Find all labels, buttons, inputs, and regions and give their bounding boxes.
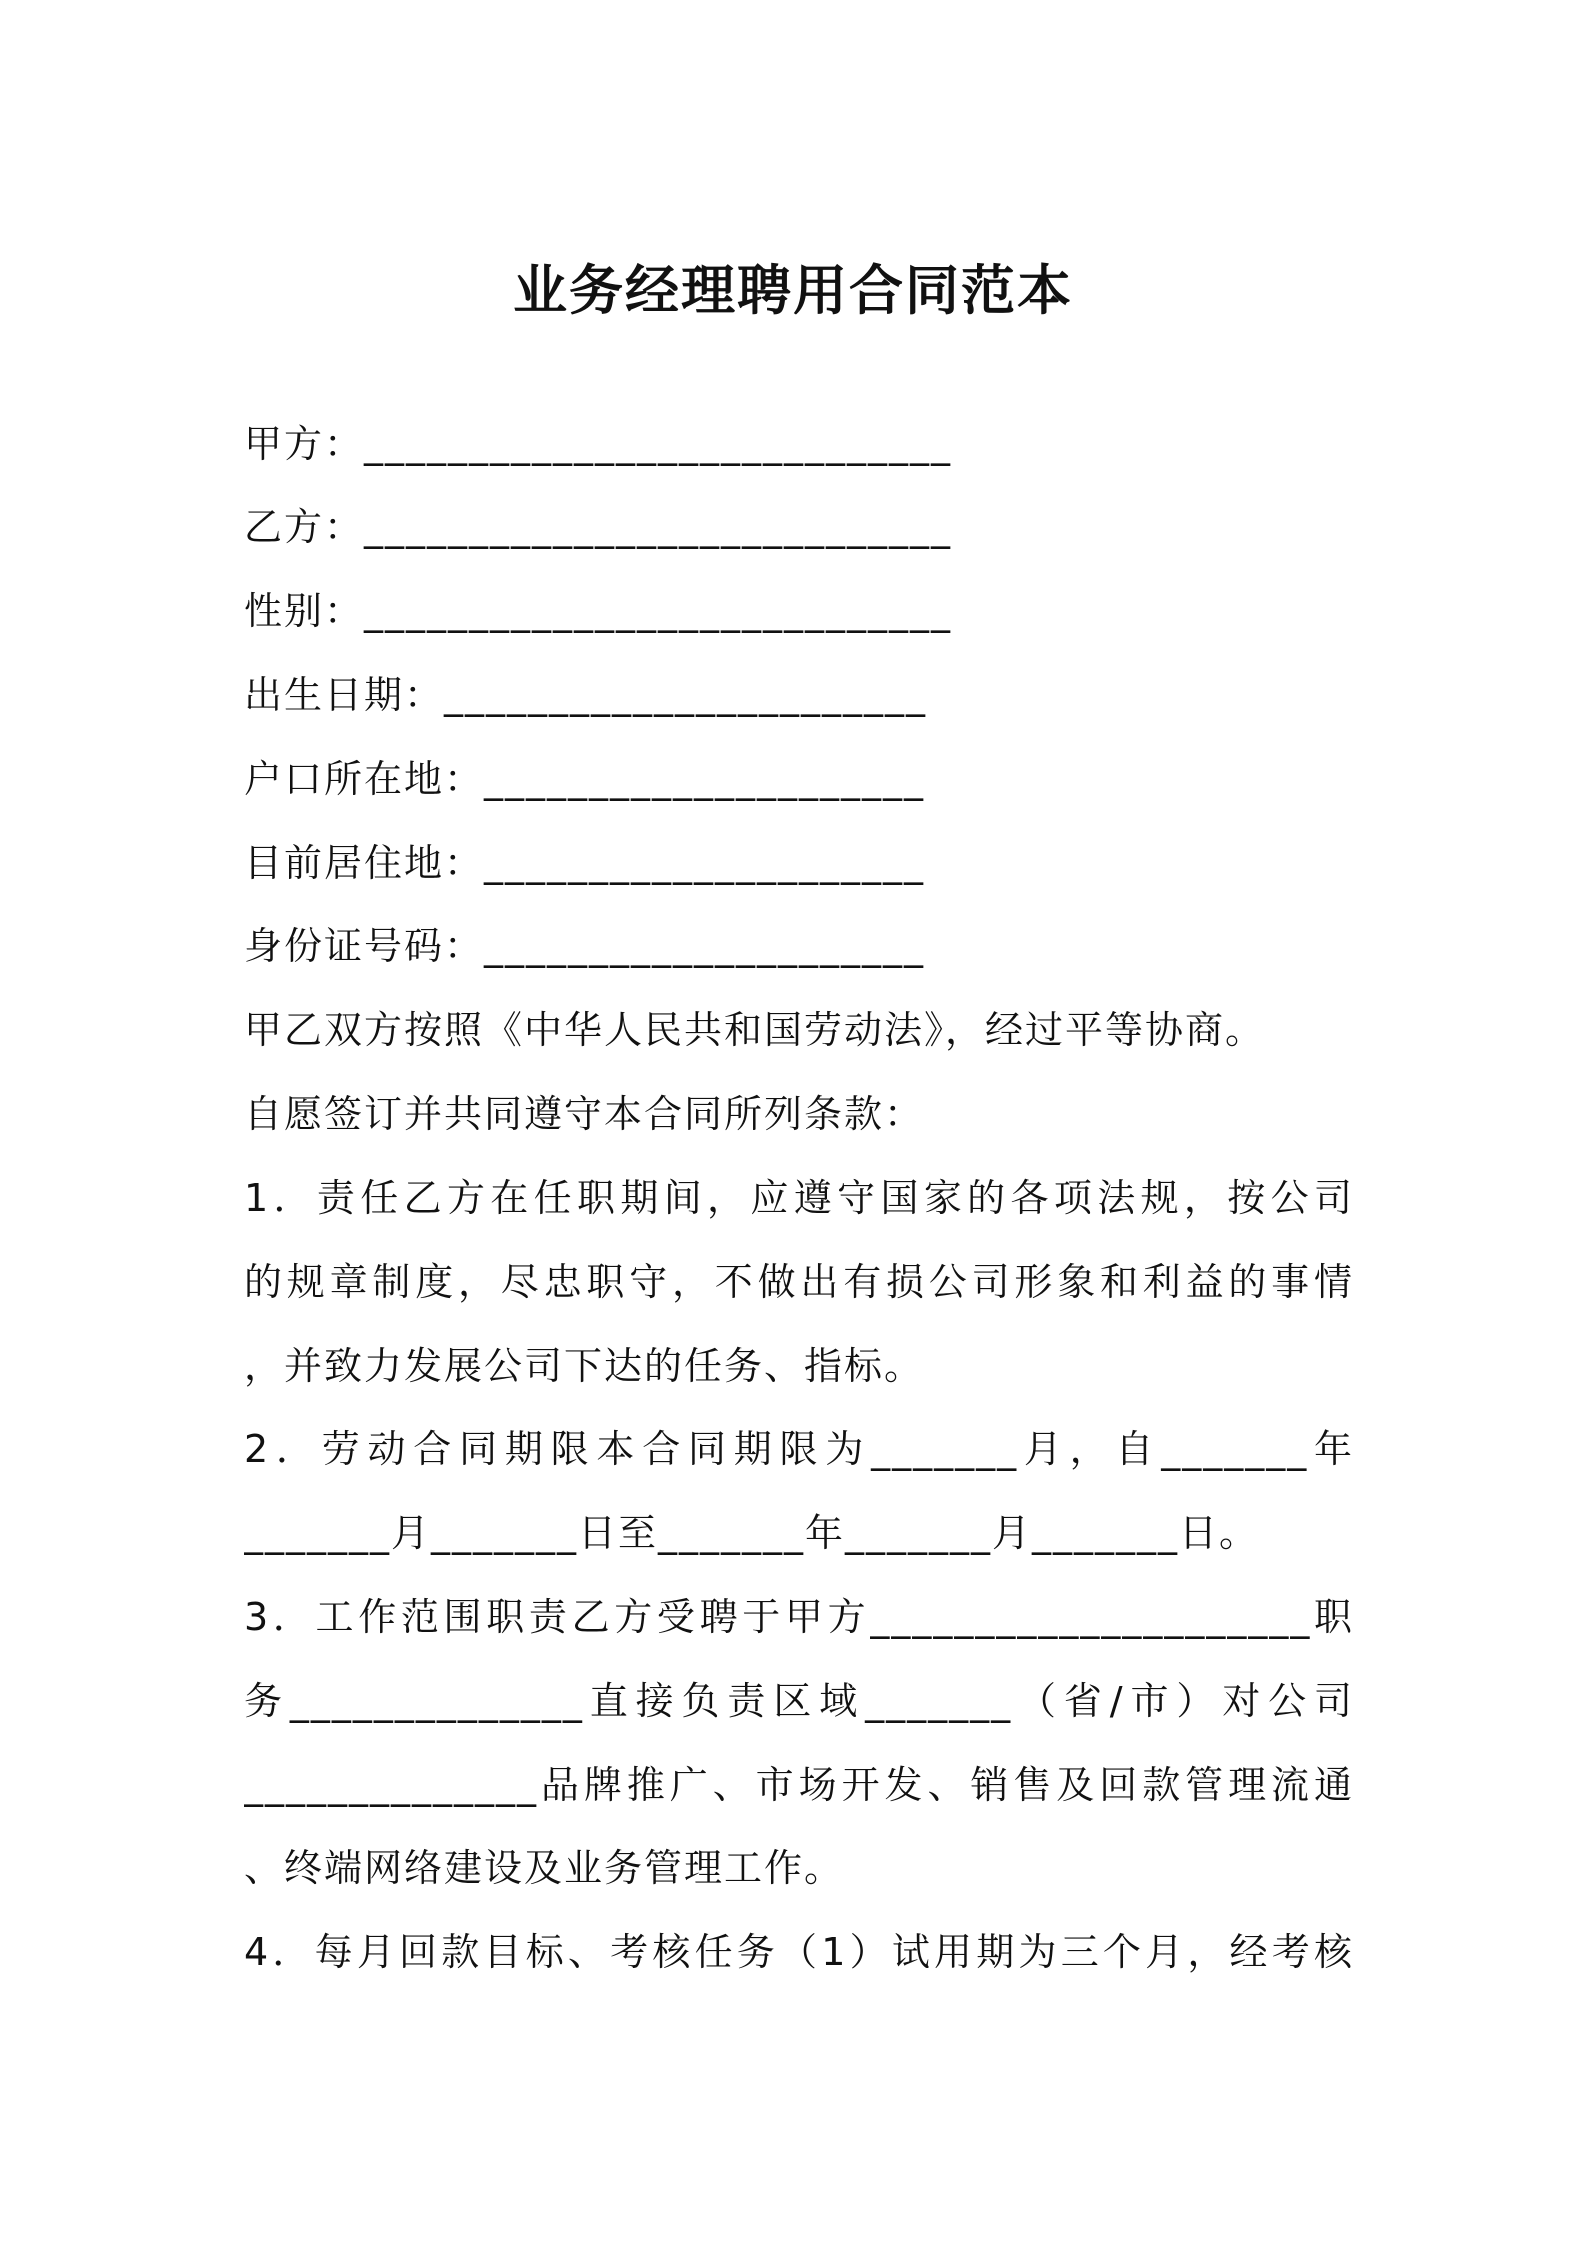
body-line-6: 2．劳动合同期限本合同期限为_______月，自_______年 bbox=[244, 1427, 1354, 1471]
field-gender: 性别：____________________________ bbox=[244, 589, 953, 633]
body-line-1: 甲乙双方按照《中华人民共和国劳动法》，经过平等协商。 bbox=[244, 1008, 1266, 1052]
field-current-residence: 目前居住地：_____________________ bbox=[244, 841, 926, 885]
field-id-number: 身份证号码：_____________________ bbox=[244, 924, 926, 968]
field-birth-date: 出生日期：_______________________ bbox=[244, 673, 928, 717]
body-line-10: ______________品牌推广、市场开发、销售及回款管理流通 bbox=[244, 1763, 1354, 1807]
field-party-a: 甲方：____________________________ bbox=[244, 422, 953, 466]
body-line-12: 4．每月回款目标、考核任务（1）试用期为三个月，经考核 bbox=[244, 1930, 1354, 1974]
body-line-8: 3．工作范围职责乙方受聘于甲方_____________________职 bbox=[244, 1595, 1354, 1639]
body-line-9: 务______________直接负责区域_______（省/市）对公司 bbox=[244, 1679, 1354, 1723]
body-line-5: ，并致力发展公司下达的任务、指标。 bbox=[244, 1344, 925, 1388]
body-line-4: 的规章制度，尽忠职守，不做出有损公司形象和利益的事情 bbox=[244, 1260, 1354, 1304]
body-line-3: 1．责任乙方在任职期间，应遵守国家的各项法规，按公司 bbox=[244, 1176, 1354, 1220]
body-line-7: _______月_______日至_______年_______月_______日。 bbox=[244, 1511, 1260, 1555]
page-title: 业务经理聘用合同范本 bbox=[513, 259, 1073, 322]
field-household-registration: 户口所在地：_____________________ bbox=[244, 757, 926, 801]
body-line-11: 、终端网络建设及业务管理工作。 bbox=[244, 1846, 845, 1890]
field-party-b: 乙方：____________________________ bbox=[244, 505, 953, 549]
body-line-2: 自愿签订并共同遵守本合同所列条款： bbox=[244, 1092, 925, 1136]
